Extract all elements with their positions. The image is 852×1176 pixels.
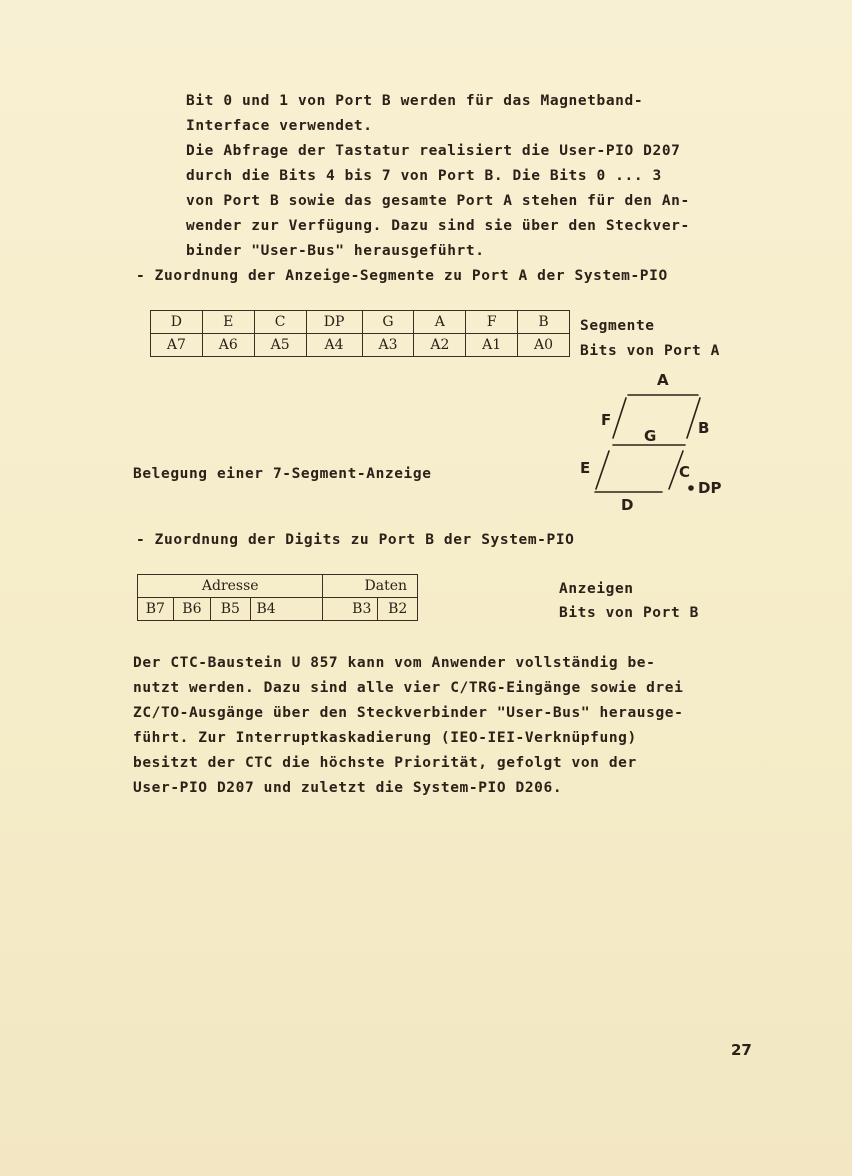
table-cell: A5 (254, 334, 306, 357)
table-b-label-anzeigen: Anzeigen (559, 581, 634, 597)
table-row (151, 334, 570, 357)
page-number: 27 (731, 1041, 752, 1059)
table-cell: A1 (466, 334, 518, 357)
segment-port-a-table (150, 310, 570, 357)
table-header-adresse: Adresse (138, 575, 323, 598)
section-heading-port-a: - Zuordnung der Anzeige-Segmente zu Port A der System-PIO (136, 268, 668, 284)
table-row (151, 311, 570, 334)
table-cell: B2 (378, 598, 418, 621)
table-cell: E (202, 311, 254, 334)
ctc-line: ZC/TO-Ausgänge über den Steckverbinder "User-Bus" herausge- (133, 705, 684, 721)
table-row (138, 575, 418, 598)
segment-label-d: D (621, 496, 634, 514)
segment-label-f: F (601, 411, 612, 429)
table-cell: D (151, 311, 203, 334)
ctc-line: Der CTC-Baustein U 857 kann vom Anwender vollständig be- (133, 655, 656, 671)
intro-line: Bit 0 und 1 von Port B werden für das Magnetband- (186, 93, 644, 109)
segment-label-dp: DP (698, 479, 722, 497)
table-a-label-bits: Bits von Port A (580, 343, 720, 359)
segment-dp-dot (688, 485, 694, 491)
segment-label-a: A (657, 371, 669, 389)
segment-label-e: E (580, 459, 591, 477)
section-heading-port-b: - Zuordnung der Digits zu Port B der System-PIO (136, 532, 575, 548)
segment-label-c: C (679, 463, 691, 481)
intro-line: wender zur Verfügung. Dazu sind sie über den Steckver- (186, 218, 690, 234)
segment-label-g: G (644, 427, 657, 445)
table-cell: B5 (211, 598, 250, 621)
seven-segment-diagram (570, 365, 750, 515)
segment-f-line (613, 398, 626, 438)
table-b-label-bits: Bits von Port B (559, 605, 699, 621)
table-cell: B7 (138, 598, 174, 621)
seven-segment-caption: Belegung einer 7-Segment-Anzeige (133, 466, 432, 482)
table-cell: F (466, 311, 518, 334)
table-header-daten: Daten (323, 575, 418, 598)
table-cell: A7 (151, 334, 203, 357)
ctc-line: nutzt werden. Dazu sind alle vier C/TRG-Eingänge sowie drei (133, 680, 684, 696)
table-cell: B4 (250, 598, 323, 621)
table-cell: A4 (306, 334, 362, 357)
digit-port-b-table (137, 574, 418, 621)
ctc-line: führt. Zur Interruptkaskadierung (IEO-IEI-Verknüpfung) (133, 730, 637, 746)
table-cell: G (362, 311, 414, 334)
table-cell: A3 (362, 334, 414, 357)
table-cell: DP (306, 311, 362, 334)
table-cell: B3 (323, 598, 378, 621)
intro-line: von Port B sowie das gesamte Port A stehen für den An- (186, 193, 690, 209)
table-cell: B (518, 311, 570, 334)
table-cell: C (254, 311, 306, 334)
table-a-label-segments: Segmente (580, 318, 655, 334)
table-cell: B6 (173, 598, 211, 621)
table-cell: A6 (202, 334, 254, 357)
table-row (138, 598, 418, 621)
intro-line: Die Abfrage der Tastatur realisiert die User-PIO D207 (186, 143, 681, 159)
ctc-line: besitzt der CTC die höchste Priorität, gefolgt von der (133, 755, 637, 771)
table-cell: A0 (518, 334, 570, 357)
intro-line: durch die Bits 4 bis 7 von Port B. Die Bits 0 ... 3 (186, 168, 662, 184)
table-cell: A2 (414, 334, 466, 357)
intro-line: binder "User-Bus" herausgeführt. (186, 243, 485, 259)
table-cell: A (414, 311, 466, 334)
segment-label-b: B (698, 419, 710, 437)
ctc-line: User-PIO D207 und zuletzt die System-PIO D206. (133, 780, 563, 796)
intro-line: Interface verwendet. (186, 118, 373, 134)
segment-e-line (596, 451, 609, 489)
